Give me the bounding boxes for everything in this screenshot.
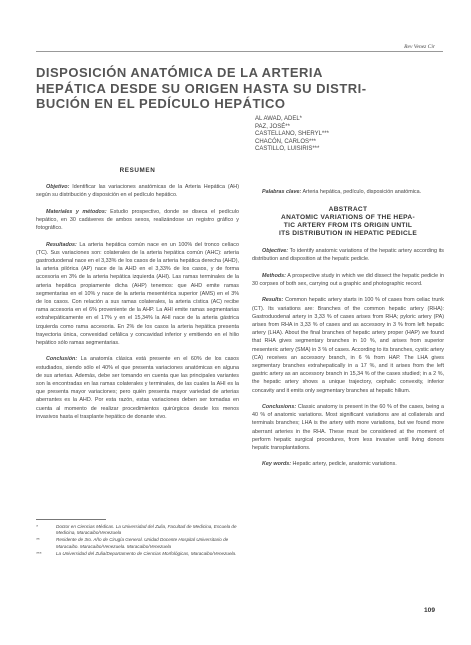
resumen-conclusion: Conclusión: La anatomía clásica está presente en el 60% de los casos estudiados, siendo sólo el 40% el que presenta variaciones anatómicas en alguna de sus arterias. Además, debe ser tomando en cuenta que las principales variantes son la encontradas en las ramas colaterales y terminales, de las cuales la AHI es la que presenta mayor variaciones; pero quién presenta mayor variedad de arterias aberrantes es la AHD. Por esta razón, estas variaciones deben ser tomadas en cuenta al momento de realizar procedimientos quirúrgicos desde los menos invasivos hasta el trasplante hepático de donante vivo. — [36, 356, 239, 420]
author: CASTELLANO, SHERYL*** — [255, 131, 329, 138]
running-head: Rev Venez Cir — [404, 44, 435, 50]
abstract-conclusions: Conclusions: Classic anatomy is present in the 60 % of the cases, being a 40 % of anatomic variations. Most significant variations are at collaterals and terminals branches; LHA is the artery with more variations, but we found more aberrant arteries in the RHA. These must be considered at the moment of perform hepatic surgical procedures, from less invasive until living donors hepatic transplantations. — [252, 404, 444, 452]
abstract-heading-line: ANATOMIC VARIATIONS OF THE HEPA- — [281, 214, 415, 222]
abstract-keywords: Key words: Hepatic artery, pedicle, anatomic variations. — [262, 461, 397, 468]
footnote — [36, 537, 241, 549]
title-line: HEPÁTICA DESDE SU ORIGEN HASTA SU DISTRI- — [36, 80, 367, 96]
footnote-text: Doctor en Ciencias Médicas. La Universidad del Zulia, Facultad de Medicina, Escuela de Medicina, Maracaibo/Venezuela — [56, 524, 237, 536]
author-list — [255, 116, 329, 154]
author: CHACÓN, CARLOS*** — [255, 138, 317, 145]
footnotes — [36, 524, 241, 558]
resumen-methods: Materiales y métodos: Estudio prospectivo, donde se diseca el pedículo hepático, en 30 cadáveres de ambos sexos, realizándose un registro gráfico y fotográfico. — [36, 208, 239, 232]
footnote-mark: *** — [36, 550, 42, 556]
resumen-objective: Objetivo: Identificar las variaciones anatómicas de la Arteria Hepática (AH) según su distribución y disposición en el pedículo hepático. — [36, 184, 239, 199]
author: CASTILLO, LUISIRIS*** — [255, 146, 320, 153]
header-rule — [36, 51, 443, 52]
abstract-results: Results: Common hepatic artery starts in 100 % of cases from celiac trunk (CT). Its variations are: Branches of the common hepatic artery (RHA): Gastroduodenal artery in 3,33 % of cases arises from RHA; pyloric artery (PA) arises from RHA in 3,33 % of cases and as accessory in 3 % from left hepatic artery (LHA). About the final branches of hepatic artery proper (HAP) we found that RHA gives segmentary branches in 10 %, and arises from superior mesenteric artery (SMA) in 3 % of cases. According to its branches, cystic artery (CA) receives an accessory branch, in 6 % from HAP. The LHA gives segmentary branches extrahepatically in a 17 %, and it arises from the left gastric artery as an accessory branch in 15,34 % of the cases studied; in a 2 %, the hepatic artery shows a unique trajectory, cephalic convexity, inferior concavity and it emits only segmentary branches at hepatic hilium. — [252, 297, 444, 394]
abstract-methods: Methods: A prospective study in which we did dissect the hepatic pedicle in 30 corpses of both sex, carrying out a graphic and photographic record. — [252, 272, 444, 287]
page-number: 109 — [423, 607, 435, 614]
footnote-text: Residente de 3ro. Año de Cirugía General. Unidad Docente Hospital Universitario de Maracaibo. Maracaibo/Venezuela. Maracaibo/Venezuela — [56, 537, 229, 549]
resumen-keywords: Palabras clave: Arteria hepática, pedículo, disposición anatómica. — [262, 189, 422, 195]
abstract-heading-line: ABSTRACT — [328, 206, 368, 214]
title-line: DISPOSICIÓN ANATÓMICA DE LA ARTERIA — [36, 65, 323, 80]
resumen-results: Resultados: La arteria hepática común nace en un 100% del tronco celíaco (TC). Sus variaciones son: colaterales de la arteria hepática común (AHC): arteria gastroduodenal nace en el 3,33% de los casos de la arteria hepática derecha (AHD), la arteria pilórica (AP) nace de la AHD en el 3,33% de los casos, y de forma accesoria en 3% de la arteria hepática izquierda (AHI). Las ramas terminales de la arteria hepática propiamente dicha (AHP) tenemos: que AHD emite ramas segmentarias en el 10% y nace de la arteria mesentérica superior (AMS) en el 3% de los casos. Con relación a sus ramas colaterales, la arteria cística (AC) recibe rama accesoria en el 6% proveniente de la AHP. La AHI emite ramas segmentarias extrahepáticamente en el 17% y en el 15,34% la AHI nace de la arteria gástrica izquierda como rama accesoria. En 2% de los casos la arteria hepática presenta trayectoria única, convexidad cefálica y concavidad inferior y emitiendo en el hilio hepático sólo ramas segmentarias. — [36, 241, 239, 347]
title-line: BUCIÓN EN EL PEDÍCULO HEPÁTICO — [36, 96, 286, 111]
footnote-rule — [36, 519, 106, 520]
author: AL AWAD, ADEL* — [255, 116, 303, 122]
abstract-objective: Objective: To identify anatomic variations of the hepatic artery according its distribution and disposition at the hepatic pedicle. — [252, 248, 444, 263]
abstract-heading — [252, 206, 444, 238]
footnote-mark: ** — [36, 537, 40, 543]
left-column — [36, 167, 239, 429]
abstract-heading-line: ITS DISTRIBUTION IN HEPATIC PEDICLE — [278, 230, 418, 238]
footnote — [36, 551, 241, 557]
article-title — [36, 65, 446, 112]
abstract-heading-line: TIC ARTERY FROM ITS ORIGIN UNTIL — [283, 222, 413, 230]
resumen-heading: RESUMEN — [119, 167, 156, 174]
author: PAZ, JOSÉ** — [255, 123, 290, 130]
right-column — [252, 188, 444, 477]
footnote — [36, 524, 241, 536]
footnote-text: La Universidad del Zulia/Departamento de Ciencias Morfológicas, Maracaibo/Venezuela. — [56, 550, 237, 556]
footnote-mark: * — [36, 524, 38, 529]
